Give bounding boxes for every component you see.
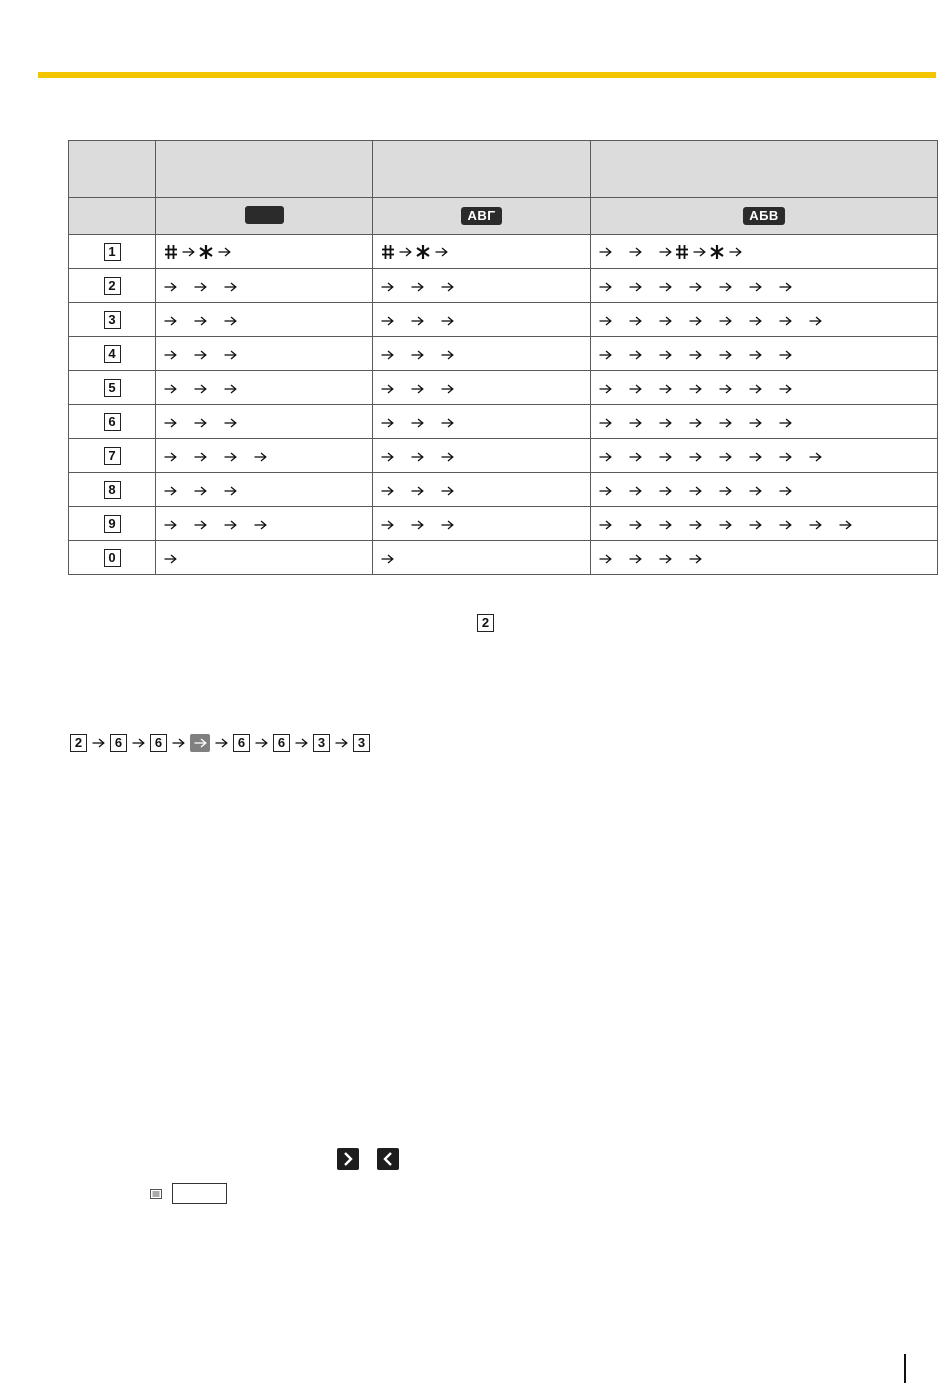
dial-key-2: 2 bbox=[104, 277, 121, 295]
mode-cell-abc bbox=[156, 198, 373, 235]
character-sequence bbox=[373, 550, 590, 566]
mode-cell-greek bbox=[373, 198, 591, 235]
character-sequence bbox=[373, 516, 590, 532]
arrow-right-icon bbox=[194, 452, 207, 462]
arrow-right-icon bbox=[411, 452, 424, 462]
arrow-right-icon bbox=[729, 247, 742, 257]
arrow-right-icon bbox=[381, 384, 394, 394]
sequence-cell-c1 bbox=[156, 541, 373, 575]
character-sequence bbox=[591, 243, 937, 260]
table-row bbox=[69, 439, 938, 473]
inline-key-2: 2 bbox=[477, 614, 494, 632]
table-row bbox=[69, 235, 938, 269]
character-sequence bbox=[373, 380, 590, 396]
arrow-right-icon bbox=[779, 316, 792, 326]
example-key-6: 6 bbox=[150, 734, 167, 752]
character-sequence bbox=[591, 278, 937, 294]
header-key-cell bbox=[69, 141, 156, 198]
arrow-right-icon bbox=[599, 247, 612, 257]
character-sequence bbox=[156, 278, 372, 294]
arrow-right-icon bbox=[441, 384, 454, 394]
character-sequence bbox=[156, 243, 372, 260]
arrow-right-icon bbox=[224, 418, 237, 428]
arrow-right-icon bbox=[689, 520, 702, 530]
sequence-cell-c1 bbox=[156, 405, 373, 439]
arrow-right-icon bbox=[719, 452, 732, 462]
arrow-right-icon bbox=[224, 316, 237, 326]
arrow-right-icon bbox=[441, 282, 454, 292]
arrow-right-icon bbox=[659, 418, 672, 428]
page-number-rule bbox=[904, 1354, 906, 1383]
character-sequence bbox=[373, 482, 590, 498]
sequence-cell-c3 bbox=[591, 473, 938, 507]
mode-icon-row bbox=[69, 198, 938, 235]
sequence-cell-c3 bbox=[591, 269, 938, 303]
character-sequence bbox=[156, 482, 372, 498]
arrow-right-icon bbox=[689, 282, 702, 292]
sequence-cell-c1 bbox=[156, 303, 373, 337]
arrow-right-icon bbox=[719, 486, 732, 496]
sequence-cell-c2 bbox=[373, 507, 591, 541]
hash-key-icon bbox=[164, 244, 178, 260]
arrow-right-icon bbox=[254, 520, 267, 530]
star-key-icon bbox=[415, 244, 431, 260]
arrow-right-icon bbox=[749, 452, 762, 462]
sequence-cell-c1 bbox=[156, 235, 373, 269]
arrow-right-icon bbox=[719, 418, 732, 428]
arrow-right-icon bbox=[194, 350, 207, 360]
arrow-right-icon bbox=[659, 247, 672, 257]
sequence-cell-c3 bbox=[591, 371, 938, 405]
arrow-right-icon bbox=[164, 486, 177, 496]
arrow-right-icon bbox=[779, 520, 792, 530]
arrow-right-icon bbox=[224, 486, 237, 496]
arrow-right-icon bbox=[399, 247, 412, 257]
table-row bbox=[69, 541, 938, 575]
arrow-right-icon bbox=[629, 418, 642, 428]
sequence-cell-c1 bbox=[156, 473, 373, 507]
arrow-right-icon bbox=[659, 554, 672, 564]
arrow-right-icon bbox=[164, 418, 177, 428]
arrow-right-icon bbox=[164, 384, 177, 394]
key-cell bbox=[69, 303, 156, 337]
arrow-right-icon bbox=[132, 738, 145, 748]
arrow-right-icon bbox=[719, 282, 732, 292]
arrow-right-icon bbox=[381, 350, 394, 360]
arrow-right-icon bbox=[719, 520, 732, 530]
character-sequence bbox=[591, 448, 937, 464]
arrow-right-icon bbox=[689, 350, 702, 360]
hash-key-icon bbox=[381, 244, 395, 260]
sequence-cell-c2 bbox=[373, 303, 591, 337]
sequence-cell-c3 bbox=[591, 303, 938, 337]
sequence-cell-c1 bbox=[156, 439, 373, 473]
chevron-right-icon bbox=[342, 1152, 354, 1166]
arrow-right-icon bbox=[659, 350, 672, 360]
sequence-cell-c2 bbox=[373, 405, 591, 439]
key-cell bbox=[69, 269, 156, 303]
arrow-right-icon bbox=[381, 452, 394, 462]
arrow-right-icon bbox=[719, 350, 732, 360]
key-cell bbox=[69, 371, 156, 405]
arrow-right-icon bbox=[599, 384, 612, 394]
arrow-right-icon bbox=[749, 282, 762, 292]
arrow-right-icon bbox=[254, 452, 267, 462]
arrow-right-icon bbox=[629, 350, 642, 360]
character-sequence bbox=[373, 414, 590, 430]
sequence-cell-c2 bbox=[373, 439, 591, 473]
character-input-table bbox=[68, 140, 938, 575]
arrow-right-icon bbox=[224, 282, 237, 292]
arrow-right-icon bbox=[659, 282, 672, 292]
character-sequence bbox=[373, 312, 590, 328]
character-sequence bbox=[591, 346, 937, 362]
character-sequence bbox=[591, 414, 937, 430]
soft-key-box[interactable] bbox=[172, 1183, 227, 1204]
arrow-right-icon bbox=[441, 418, 454, 428]
arrow-right-icon bbox=[411, 384, 424, 394]
arrow-right-icon bbox=[224, 350, 237, 360]
arrow-right-icon bbox=[629, 247, 642, 257]
example-key-6: 6 bbox=[273, 734, 290, 752]
arrow-right-icon bbox=[215, 738, 228, 748]
sequence-cell-c3 bbox=[591, 235, 938, 269]
header-mode-3-cell bbox=[591, 141, 938, 198]
key-cell bbox=[69, 473, 156, 507]
arrow-right-icon bbox=[164, 316, 177, 326]
arrow-right-icon bbox=[218, 247, 231, 257]
character-sequence bbox=[156, 550, 372, 566]
arrow-right-icon bbox=[599, 520, 612, 530]
arrow-right-icon bbox=[599, 418, 612, 428]
arrow-right-icon bbox=[749, 486, 762, 496]
arrow-right-icon bbox=[381, 486, 394, 496]
arrow-right-icon bbox=[411, 418, 424, 428]
character-sequence bbox=[156, 380, 372, 396]
right-button[interactable] bbox=[337, 1148, 359, 1170]
menu-icon bbox=[150, 1189, 162, 1199]
key-cell bbox=[69, 235, 156, 269]
arrow-right-icon bbox=[599, 452, 612, 462]
arrow-right-icon bbox=[689, 554, 702, 564]
arrow-right-icon bbox=[381, 520, 394, 530]
arrow-right-icon bbox=[381, 418, 394, 428]
arrow-right-icon bbox=[689, 452, 702, 462]
character-sequence bbox=[591, 312, 937, 328]
star-key-icon bbox=[198, 244, 214, 260]
mode-icon-empty-cell bbox=[69, 198, 156, 235]
arrow-right-icon bbox=[629, 384, 642, 394]
arrow-right-icon bbox=[441, 452, 454, 462]
arrow-right-icon bbox=[629, 486, 642, 496]
sequence-cell-c1 bbox=[156, 269, 373, 303]
table-row bbox=[69, 269, 938, 303]
arrow-right-icon bbox=[599, 316, 612, 326]
left-button[interactable] bbox=[377, 1148, 399, 1170]
dial-key-0: 0 bbox=[104, 549, 121, 567]
arrow-right-icon bbox=[194, 520, 207, 530]
arrow-right-icon bbox=[164, 520, 177, 530]
sequence-cell-c2 bbox=[373, 371, 591, 405]
arrow-right-icon bbox=[194, 282, 207, 292]
mode-badge-greek: ΑΒΓ bbox=[461, 207, 501, 225]
dial-key-4: 4 bbox=[104, 345, 121, 363]
star-key-icon bbox=[709, 244, 725, 260]
arrow-right-icon bbox=[164, 452, 177, 462]
arrow-right-icon bbox=[629, 316, 642, 326]
arrow-right-icon bbox=[224, 520, 237, 530]
arrow-right-icon bbox=[809, 452, 822, 462]
arrow-right-icon bbox=[255, 738, 268, 748]
arrow-right-icon bbox=[164, 554, 177, 564]
arrow-right-icon bbox=[659, 452, 672, 462]
arrow-right-icon bbox=[693, 247, 706, 257]
mode-badge-abc bbox=[245, 206, 284, 224]
arrow-right-icon bbox=[194, 316, 207, 326]
arrow-right-icon bbox=[779, 384, 792, 394]
sequence-cell-c1 bbox=[156, 507, 373, 541]
arrow-right-icon bbox=[381, 316, 394, 326]
character-sequence bbox=[591, 482, 937, 498]
arrow-right-icon bbox=[194, 486, 207, 496]
arrow-right-icon bbox=[779, 486, 792, 496]
table-row bbox=[69, 337, 938, 371]
character-sequence bbox=[156, 346, 372, 362]
arrow-right-icon bbox=[441, 520, 454, 530]
example-key-6: 6 bbox=[233, 734, 250, 752]
header-mode-2-cell bbox=[373, 141, 591, 198]
table-row bbox=[69, 303, 938, 337]
arrow-right-icon bbox=[599, 282, 612, 292]
arrow-right-icon bbox=[809, 520, 822, 530]
arrow-right-icon bbox=[659, 384, 672, 394]
arrow-right-icon bbox=[629, 282, 642, 292]
character-sequence bbox=[156, 312, 372, 328]
arrow-right-icon bbox=[599, 350, 612, 360]
arrow-right-icon bbox=[224, 384, 237, 394]
header-mode-1-cell bbox=[156, 141, 373, 198]
arrow-right-icon bbox=[411, 486, 424, 496]
mode-badge-cyrillic: АБВ bbox=[743, 207, 785, 225]
character-sequence bbox=[373, 448, 590, 464]
table-row bbox=[69, 405, 938, 439]
arrow-right-icon bbox=[295, 738, 308, 748]
key-cell bbox=[69, 507, 156, 541]
table-row bbox=[69, 507, 938, 541]
arrow-right-icon bbox=[411, 350, 424, 360]
arrow-right-icon bbox=[659, 520, 672, 530]
sequence-cell-c2 bbox=[373, 269, 591, 303]
sequence-cell-c3 bbox=[591, 541, 938, 575]
arrow-right-icon bbox=[194, 384, 207, 394]
key-cell bbox=[69, 405, 156, 439]
arrow-right-icon bbox=[411, 520, 424, 530]
arrow-right-icon bbox=[411, 316, 424, 326]
arrow-right-icon bbox=[164, 282, 177, 292]
arrow-right-icon bbox=[435, 247, 448, 257]
arrow-right-icon bbox=[749, 384, 762, 394]
sequence-cell-c2 bbox=[373, 541, 591, 575]
next-key bbox=[190, 734, 210, 752]
character-sequence bbox=[373, 243, 590, 260]
character-sequence bbox=[373, 278, 590, 294]
arrow-right-icon bbox=[182, 247, 195, 257]
table-header-row bbox=[69, 141, 938, 198]
sequence-cell-c3 bbox=[591, 337, 938, 371]
sequence-cell-c1 bbox=[156, 337, 373, 371]
arrow-right-icon bbox=[381, 554, 394, 564]
character-sequence bbox=[373, 346, 590, 362]
sequence-cell-c2 bbox=[373, 337, 591, 371]
arrow-right-icon bbox=[335, 738, 348, 748]
example-key-3: 3 bbox=[313, 734, 330, 752]
arrow-right-icon bbox=[194, 738, 207, 748]
key-cell bbox=[69, 439, 156, 473]
dial-key-7: 7 bbox=[104, 447, 121, 465]
dial-key-1: 1 bbox=[104, 243, 121, 261]
sequence-cell-c2 bbox=[373, 473, 591, 507]
character-sequence bbox=[156, 516, 372, 532]
example-key-sequence bbox=[70, 734, 370, 754]
arrow-right-icon bbox=[779, 350, 792, 360]
arrow-right-icon bbox=[779, 418, 792, 428]
dial-key-5: 5 bbox=[104, 379, 121, 397]
arrow-right-icon bbox=[719, 316, 732, 326]
character-sequence bbox=[591, 516, 937, 532]
key-cell bbox=[69, 337, 156, 371]
arrow-right-icon bbox=[689, 316, 702, 326]
arrow-right-icon bbox=[749, 520, 762, 530]
table-row bbox=[69, 371, 938, 405]
header-accent-rule bbox=[38, 72, 936, 78]
arrow-right-icon bbox=[779, 452, 792, 462]
sequence-cell-c3 bbox=[591, 405, 938, 439]
arrow-right-icon bbox=[224, 452, 237, 462]
example-key-6: 6 bbox=[110, 734, 127, 752]
arrow-right-icon bbox=[809, 316, 822, 326]
arrow-right-icon bbox=[194, 418, 207, 428]
arrow-right-icon bbox=[629, 520, 642, 530]
sequence-cell-c1 bbox=[156, 371, 373, 405]
dial-key-8: 8 bbox=[104, 481, 121, 499]
arrow-right-icon bbox=[629, 554, 642, 564]
arrow-right-icon bbox=[172, 738, 185, 748]
arrow-right-icon bbox=[779, 282, 792, 292]
arrow-right-icon bbox=[689, 384, 702, 394]
dial-key-6: 6 bbox=[104, 413, 121, 431]
arrow-right-icon bbox=[629, 452, 642, 462]
character-sequence bbox=[156, 414, 372, 430]
arrow-right-icon bbox=[92, 738, 105, 748]
arrow-right-icon bbox=[749, 316, 762, 326]
table-row bbox=[69, 473, 938, 507]
arrow-right-icon bbox=[164, 350, 177, 360]
arrow-right-icon bbox=[659, 316, 672, 326]
hash-key-icon bbox=[675, 244, 689, 260]
arrow-right-icon bbox=[719, 384, 732, 394]
arrow-right-icon bbox=[381, 282, 394, 292]
chevron-left-icon bbox=[382, 1152, 394, 1166]
arrow-right-icon bbox=[599, 486, 612, 496]
dial-key-3: 3 bbox=[104, 311, 121, 329]
arrow-right-icon bbox=[411, 282, 424, 292]
arrow-right-icon bbox=[689, 418, 702, 428]
arrow-right-icon bbox=[749, 418, 762, 428]
mode-cell-cyrillic bbox=[591, 198, 938, 235]
example-key-2: 2 bbox=[70, 734, 87, 752]
sequence-cell-c3 bbox=[591, 507, 938, 541]
example-key-3: 3 bbox=[353, 734, 370, 752]
arrow-right-icon bbox=[599, 554, 612, 564]
character-sequence bbox=[591, 550, 937, 566]
arrow-right-icon bbox=[659, 486, 672, 496]
arrow-right-icon bbox=[441, 350, 454, 360]
dial-key-9: 9 bbox=[104, 515, 121, 533]
arrow-right-icon bbox=[441, 486, 454, 496]
sequence-cell-c3 bbox=[591, 439, 938, 473]
arrow-right-icon bbox=[441, 316, 454, 326]
key-cell bbox=[69, 541, 156, 575]
character-sequence bbox=[591, 380, 937, 396]
arrow-right-icon bbox=[689, 486, 702, 496]
arrow-right-icon bbox=[839, 520, 852, 530]
arrow-right-icon bbox=[749, 350, 762, 360]
character-sequence bbox=[156, 448, 372, 464]
sequence-cell-c2 bbox=[373, 235, 591, 269]
